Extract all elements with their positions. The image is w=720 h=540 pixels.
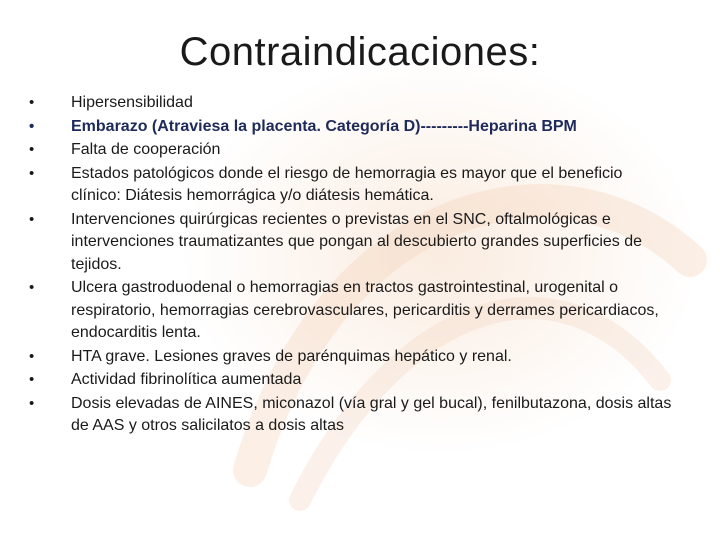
bullet-dot-icon: •: [29, 141, 35, 158]
bullet-dot-icon: •: [29, 117, 35, 135]
bullet-dot-icon: •: [29, 279, 35, 296]
bullet-dot-icon: •: [29, 347, 35, 365]
slide-title: Contraindicaciones:: [179, 30, 541, 74]
bullet-dot-icon: •: [29, 94, 35, 111]
bullet-item: [24, 116, 674, 139]
bullet-text: Actividad fibrinolítica aumentada: [71, 371, 302, 388]
bullet-text: Ulcera gastroduodenal o hemorragias en tractos gastrointestinal, urogenital o respiratorio, hemorragias cerebrovasculares, pericarditis y derrames pericardiacos, endocarditis lenta.: [71, 279, 659, 341]
bullet-item: [24, 277, 674, 345]
bullet-text: Embarazo (Atraviesa la placenta. Categoría D)---------Heparina BPM: [71, 117, 577, 135]
bullet-dot-icon: •: [29, 371, 35, 388]
bullet-item: [24, 369, 674, 392]
bullet-item: [24, 209, 674, 277]
bullet-dot-icon: •: [29, 210, 35, 228]
bullet-item: [24, 393, 674, 438]
bullet-text: Intervenciones quirúrgicas recientes o previstas en el SNC, oftalmológicas e intervenciones traumatizantes que pongan al descubierto grandes superficies de tejidos.: [71, 210, 643, 273]
bullet-item: [24, 92, 674, 115]
bullet-text: HTA grave. Lesiones graves de parénquimas hepático y renal.: [71, 347, 512, 365]
bullet-list: [24, 92, 674, 439]
bullet-dot-icon: •: [29, 394, 35, 412]
bullet-text: Estados patológicos donde el riesgo de hemorragia es mayor que el beneficio clínico: Diátesis hemorrágica y/o diátesis hemática.: [71, 164, 623, 204]
bullet-dot-icon: •: [29, 164, 35, 182]
bullet-text: Falta de cooperación: [71, 141, 221, 158]
bullet-item: [24, 346, 674, 369]
bullet-text: Dosis elevadas de AINES, miconazol (vía gral y gel bucal), fenilbutazona, dosis altas de AAS y otros salicilatos a dosis altas: [71, 394, 672, 434]
bullet-text: Hipersensibilidad: [71, 94, 193, 111]
bullet-item: [24, 139, 674, 162]
bullet-item: [24, 163, 674, 208]
